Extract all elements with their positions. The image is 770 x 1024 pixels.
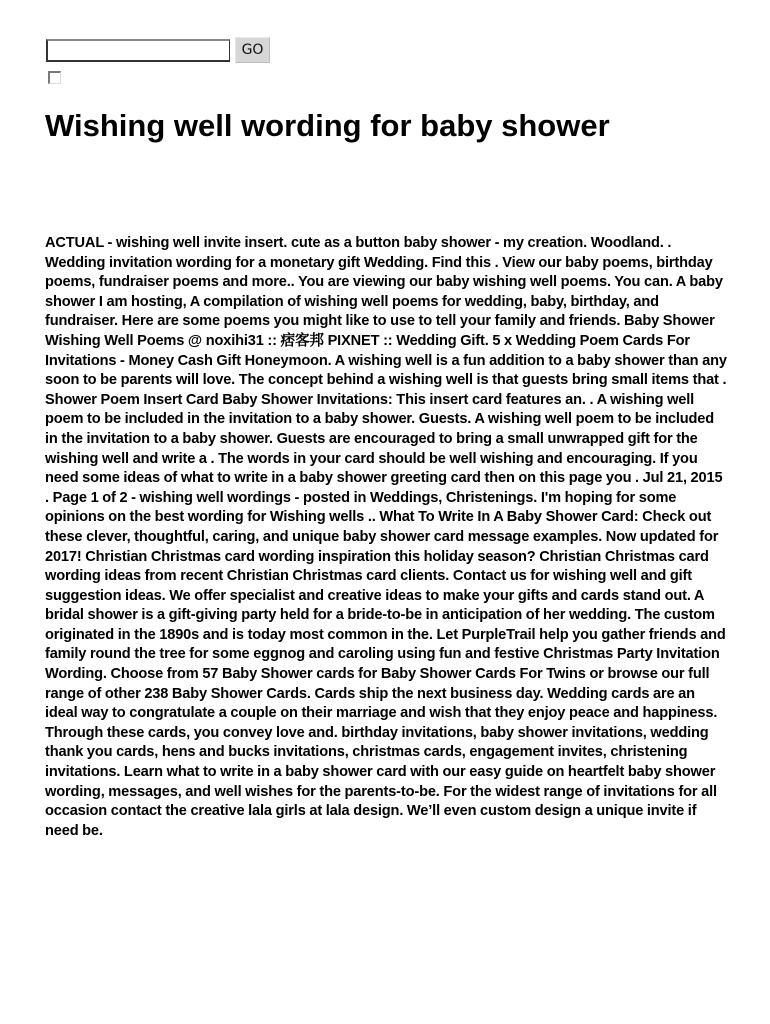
- article-body: ACTUAL - wishing well invite insert. cute as a button baby shower - my creation. Woodland. . Wedding invitation wording for a monetary gift Wedding. Find this . View our baby poems, birthday poems, fundraiser poems and more.. You are viewing our baby wishing well poems. You can. A baby shower I am hosting, A compilation of wishing well poems for wedding, baby, birthday, and fundraiser. Here are some poems you might like to use to tell your family and friends. Baby Shower Wishing Well Poems @ noxihi31 :: 痞客邦 PIXNET :: Wedding Gift. 5 x Wedding Poem Cards For Invitations - Money Cash Gift Honeymoon. A wishing well is a fun addition to a baby shower than any soon to be parents will love. The concept behind a wishing well is that guests bring small items that . Shower Poem Insert Card Baby Shower Invitations: This insert card features an. . A wishing well poem to be included in the invitation to a baby shower. Guests. A wishing well poem to be included in the invitation to a baby shower. Guests are encouraged to bring a small unwrapped gift for the wishing well and write a . The words in your card should be well wishing and encouraging. If you need some ideas of what to write in a baby shower greeting card then on this page you . Jul 21, 2015 . Page 1 of 2 - wishing well wordings - posted in Weddings, Christenings. I'm hoping for some opinions on the best wording for Wishing wells .. What To Write In A Baby Shower Card: Check out these clever, thoughtful, caring, and unique baby shower card message examples. Now updated for 2017! Christian Christmas card wording inspiration this holiday season? Christian Christmas card wording ideas from recent Christian Christmas card clients. Contact us for wishing well and gift suggestion ideas. We offer specialist and creative ideas to make your gifts and cards stand out. A bridal shower is a gift-giving party held for a bride-to-be in anticipation of her wedding. The custom originated in the 1890s and is today most common in the. Let PurpleTrail help you gather friends and family round the tree for some eggnog and caroling using fun and festive Christmas Party Invitation Wording. Choose from 57 Baby Shower cards for Baby Shower Cards For Twins or browse our full range of other 238 Baby Shower Cards. Cards ship the next business day. Wedding cards are an ideal way to congratulate a couple on their marriage and wish that they enjoy peace and happiness. Through these cards, you convey love and. birthday invitations, baby shower invitations, wedding thank you cards, hens and bucks invitations, christmas cards, engagement invites, christening invitations. Learn what to write in a baby shower card with our easy guide on heartfelt baby shower wording, messages, and well wishes for the parents-to-be. For the widest range of invitations for all occasion contact the creative lala girls at lala design. We’ll even custom design a unique invite if need be.: [45, 235, 727, 839]
- go-button[interactable]: GO: [235, 37, 270, 63]
- search-form: [46, 37, 270, 63]
- checkbox[interactable]: [48, 71, 61, 84]
- page-title: Wishing well wording for baby shower: [45, 108, 610, 143]
- search-input[interactable]: [46, 39, 230, 62]
